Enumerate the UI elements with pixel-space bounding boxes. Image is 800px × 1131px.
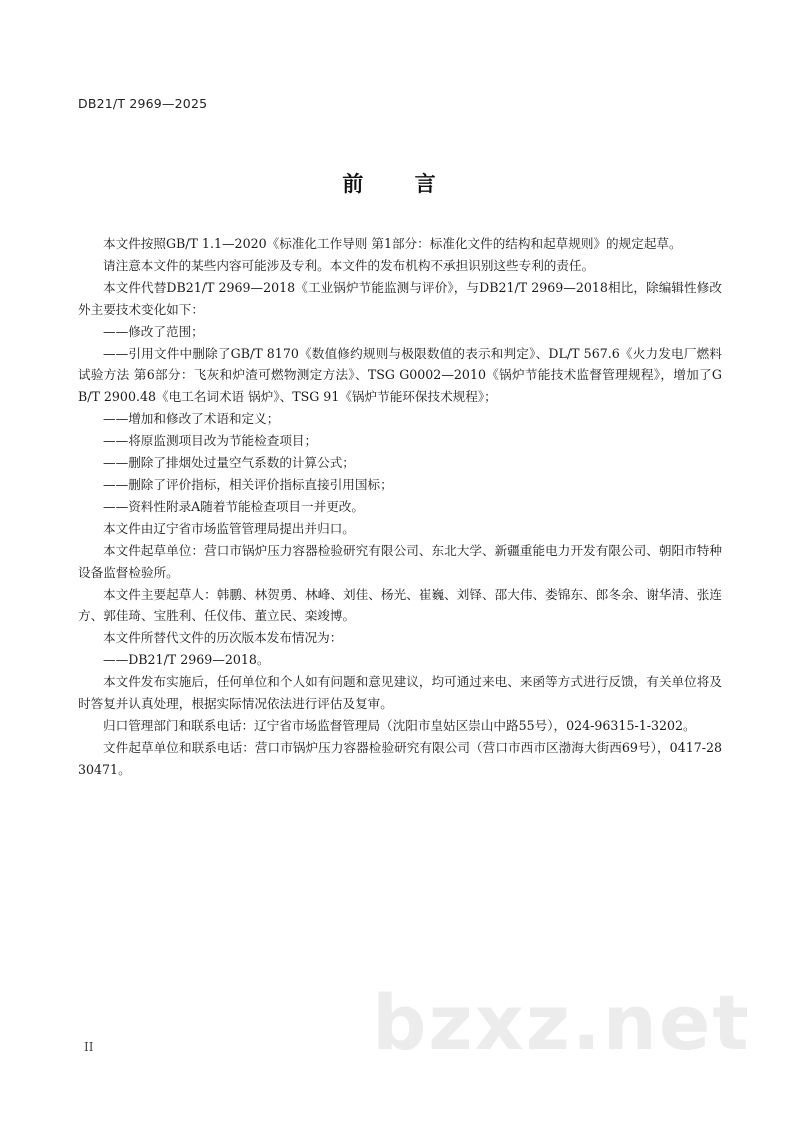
document-code: DB21/T 2969—2025	[78, 96, 208, 111]
list-item: ——修改了范围；	[103, 323, 204, 339]
paragraph: 本文件所替代文件的历次版本发布情况为：	[103, 630, 343, 646]
list-item: ——删除了排烟处过量空气系数的计算公式；	[103, 455, 355, 471]
watermark: bzxz.net	[372, 978, 751, 1067]
list-item: ——DB21/T 2969—2018。	[103, 652, 270, 668]
paragraph: 归口管理部门和联系电话：辽宁省市场监督管理局（沈阳市皇姑区崇山中路55号），024-96315-1-3202。	[103, 717, 696, 733]
paragraph: 本文件发布实施后，任何单位和个人如有问题和意见建议，均可通过来电、来函等方式进行反馈，有关单位将及时答复并认真处理，根据实际情况依法进行评估及复审。	[78, 674, 722, 712]
page-number: II	[84, 1040, 94, 1054]
page-title: 前 言	[342, 172, 458, 196]
list-item: ——删除了评价指标，相关评价指标直接引用国标；	[103, 476, 393, 492]
list-item: ——引用文件中删除了GB/T 8170《数值修约规则与极限数值的表示和判定》、DL/T 567.6《火力发电厂燃料试验方法 第6部分：飞灰和炉渣可燃物测定方法》、TSG G0002—2010《锅炉节能技术监督管理规程》，增加了GB/T 2900.48《电工名词术语 锅炉》、TSG 91《锅炉节能环保技术规程》；	[78, 345, 722, 405]
paragraph: 请注意本文件的某些内容可能涉及专利。本文件的发布机构不承担识别这些专利的责任。	[103, 257, 595, 273]
document-body	[78, 233, 722, 781]
list-item: ——资料性附录A随着节能检查项目一并更改。	[103, 498, 364, 514]
list-item: ——将原监测项目改为节能检查项目；	[103, 433, 318, 449]
paragraph: 本文件按照GB/T 1.1—2020《标准化工作导则 第1部分：标准化文件的结构和起草规则》的规定起草。	[103, 236, 682, 251]
paragraph: 本文件代替DB21/T 2969—2018《工业锅炉节能监测与评价》，与DB21/T 2969—2018相比，除编辑性修改外主要技术变化如下：	[78, 279, 722, 317]
paragraph: 文件起草单位和联系电话：营口市锅炉压力容器检验研究有限公司（营口市西市区渤海大街西69号），0417-2830471。	[78, 739, 722, 777]
paragraph: 本文件主要起草人：韩鹏、林贺勇、林峰、刘佳、杨光、崔巍、刘铎、邵大伟、娄锦东、郎冬余、谢华清、张连方、郭佳琦、宝胜利、任仪伟、董立民、栾竣博。	[78, 586, 722, 624]
paragraph: 本文件起草单位：营口市锅炉压力容器检验研究有限公司、东北大学、新疆重能电力开发有限公司、朝阳市特种设备监督检验所。	[78, 542, 722, 580]
list-item: ——增加和修改了术语和定义；	[103, 411, 280, 427]
paragraph: 本文件由辽宁省市场监管管理局提出并归口。	[103, 520, 355, 536]
